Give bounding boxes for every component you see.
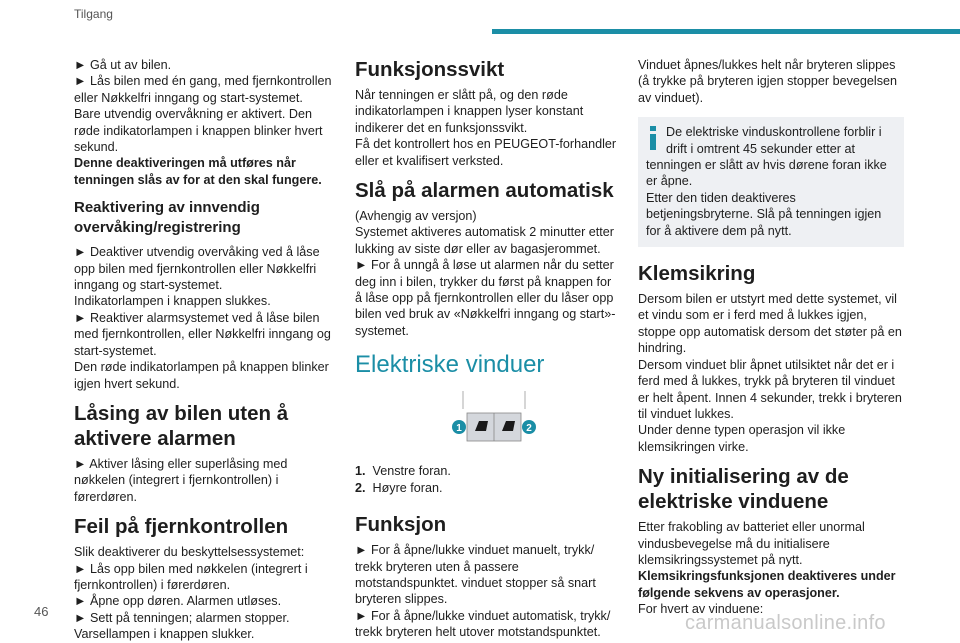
heading-auto-alarm: Slå på alarmen automatisk [355, 179, 614, 203]
column-right [638, 57, 904, 618]
paragraph: ► Aktiver låsing eller superlåsing med nøkkelen (integrert i fjernkontrollen) i førerdøren. [74, 456, 288, 504]
paragraph: ► Lås opp bilen med nøkkelen (integrert i fjernkontrollen) i førerdøren. [74, 561, 308, 592]
paragraph: ► Åpne opp døren. Alarmen utløses. [74, 594, 282, 609]
chapter-title-electric-windows: Elektriske vinduer [355, 351, 545, 379]
info-paragraph: De elektriske vinduskontrollene forblir i drift i omtrent 45 sekunder etter at tenningen er slått av hvis dørene foran ikke er åpne. [646, 125, 887, 189]
heading-malfunction: Funksjonssvikt [355, 58, 505, 81]
paragraph: Få det kontrollert hos en PEUGEOT-forhandler eller et kvalifisert verksted. [355, 137, 617, 168]
paragraph: Slik deaktiverer du beskyttelsessystemet: [74, 545, 305, 560]
window-switch-diagram [355, 391, 620, 451]
heading-function: Funksjon [355, 513, 447, 537]
paragraph: Dersom vinduet blir åpnet utilsiktet når det er i ferd med å lukkes, trykk på bryteren til vinduet er helt åpent. Innen 4 sekunder, trekk i bryteren til vinduet lukkes. [638, 357, 902, 421]
paragraph: ► Lås bilen med én gang, med fjernkontrollen eller Nøkkelfri inngang og start-systemet. [74, 74, 332, 105]
column-left [74, 57, 340, 643]
warning-paragraph: Klemsikringsfunksjonen deaktiveres under følgende sekvens av operasjoner. [638, 569, 896, 600]
header-accent-bar [492, 29, 960, 34]
paragraph: Dersom bilen er utstyrt med dette systemet, vil et vindu som er i ferd med å lukkes igjen, stoppe opp automatisk dersom det støter på en hindring. [638, 292, 902, 356]
paragraph: ► Gå ut av bilen. [74, 58, 172, 72]
legend-list [355, 463, 620, 496]
legend-number: 2. [355, 480, 366, 495]
paragraph: Systemet aktiveres automatisk 2 minutter etter lukking av siste dør eller av bagasjerommet. [355, 225, 614, 256]
legend-number: 1. [355, 464, 366, 479]
info-icon [646, 126, 660, 150]
legend-text: Venstre foran. [372, 464, 451, 479]
paragraph: Indikatorlampen i knappen slukkes. [74, 294, 271, 309]
page-number: 46 [34, 604, 49, 619]
paragraph: Når tenningen er slått på, og den røde indikatorlampen i knappen lyser konstant indikerer det en funksjonssvikt. [355, 88, 584, 135]
info-paragraph: Etter den tiden deaktiveres betjeningsbryterne. Slå på tenningen igjen for å aktivere dem på nytt. [646, 190, 882, 238]
callout-2-label: 2 [526, 423, 532, 435]
warning-paragraph: Denne deaktiveringen må utføres når tenningen slås av for at den skal fungere. [74, 156, 322, 187]
paragraph: Vinduet åpnes/lukkes helt når bryteren slippes (å trykke på bryteren igjen stopper bevegelsen av vinduet). [638, 58, 898, 105]
paragraph: Varsellampen i knappen slukker. [74, 627, 255, 642]
paragraph: ► For å åpne/lukke vinduet manuelt, trykk/ trekk bryteren uten å passere motstandspunktet. vinduet stopper så snart bryteren slippes. [355, 543, 596, 607]
paragraph: ► Reaktiver alarmsystemet ved å låse bilen med fjernkontrollen, eller Nøkkelfri inngang og start-systemet. [74, 310, 331, 358]
paragraph: ► For å åpne/lukke vinduet automatisk, trykk/ trekk bryteren helt utover motstandspunktet. [355, 608, 611, 640]
paragraph: Etter frakobling av batteriet eller unormal vindusbevegelse må du initialisere klemsikringssystemet på nytt. [638, 520, 865, 567]
paragraph: ► Sett på tenningen; alarmen stopper. [74, 610, 290, 625]
legend-item [355, 480, 620, 496]
window-switch-illustration [447, 391, 537, 451]
paragraph: ► Deaktiver utvendig overvåking ved å låse opp bilen med fjernkontrollen eller Nøkkelfri inngang og start-systemet. [74, 245, 320, 293]
heading-remote-fault: Feil på fjernkontrollen [74, 515, 289, 539]
paragraph: Bare utvendig overvåkning er aktivert. Den røde indikatorlampen i knappen blinker hvert sekund. [74, 107, 323, 155]
section-header: Tilgang [74, 7, 113, 21]
watermark: carmanualsonline.info [685, 612, 886, 634]
callout-1-label: 1 [456, 423, 462, 435]
heading-reinitialisation: Ny initialisering av de elektriske vinduene [638, 465, 849, 514]
heading-pinch-protection: Klemsikring [638, 262, 756, 286]
subheading-reactivation: Reaktivering av innvendig overvåking/registrering [74, 199, 260, 237]
paragraph: (Avhengig av versjon) [355, 209, 477, 224]
legend-text: Høyre foran. [372, 480, 443, 495]
heading-locking-without-alarm: Låsing av bilen uten å aktivere alarmen [74, 401, 289, 450]
info-box [638, 117, 904, 247]
paragraph: Den røde indikatorlampen på knappen blinker igjen hvert sekund. [74, 360, 329, 391]
paragraph: Under denne typen operasjon vil ikke klemsikringen virke. [638, 423, 846, 454]
legend-item [355, 463, 620, 479]
column-middle [355, 57, 620, 641]
paragraph: For hvert av vinduene: [638, 602, 764, 617]
paragraph: ► For å unngå å løse ut alarmen når du setter deg inn i bilen, trykker du først på knappen for å låse opp på fjernkontrollen eller du låser opp bilen ved bruk av «Nøkkelfri inngang og start»-systemet. [355, 258, 616, 338]
